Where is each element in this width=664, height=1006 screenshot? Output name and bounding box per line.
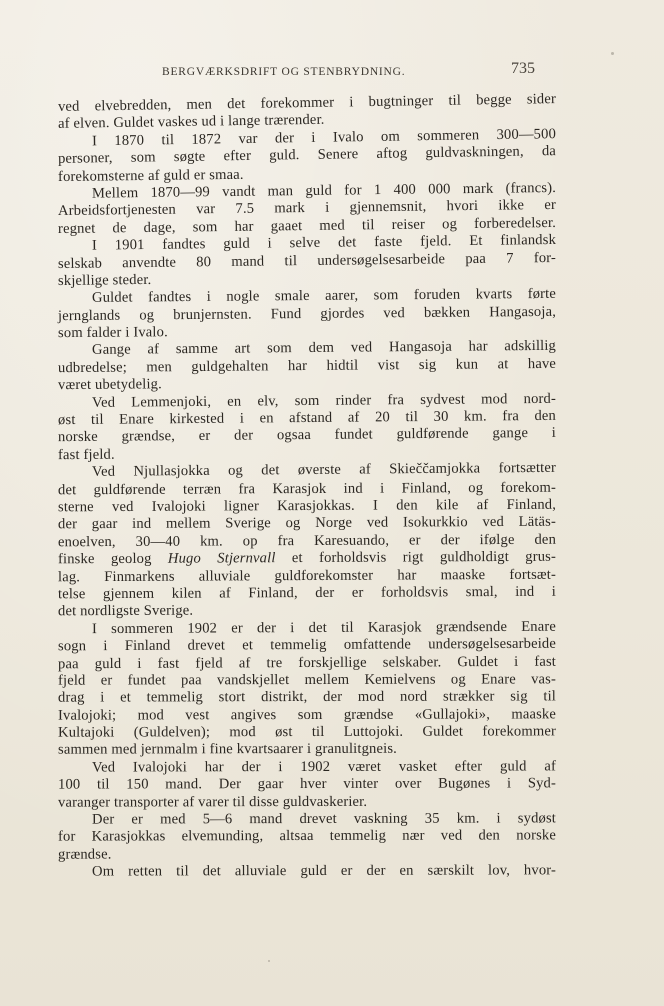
- paper-speck: [268, 960, 270, 962]
- text-line: været ubetydelig.: [57, 376, 162, 394]
- running-head: [0, 60, 664, 84]
- text-line: paa guld i fast fjeld af tre forskjellige selskaber. Guldet i fast: [57, 653, 557, 672]
- text-line: sogn i Finland drevet et temmelig omfattende undersøgelsesarbeide: [57, 635, 557, 655]
- text-line: det nordligste Sverige.: [57, 602, 194, 620]
- body-text: [57, 91, 557, 881]
- text-line: skjellige steder.: [57, 271, 152, 289]
- text-line: finske geolog Hugo Stjernvall et forholdsvis rigt guldholdigt grus-: [57, 548, 557, 568]
- text-line: ved elvebredden, men det forekommer i bugtninger til begge sider: [57, 91, 557, 115]
- text-line: fast fjeld.: [57, 446, 115, 463]
- text-line: som falder i Ivalo.: [57, 324, 168, 342]
- text-line: af elven. Guldet vaskes ud i lange trærender.: [57, 112, 325, 133]
- text-line: I 1901 fandtes guld i selve det faste fjeld. Et finlandsk: [91, 232, 557, 254]
- text-line: lag. Finmarkens alluviale guldforekomster har maaske fortsæt-: [57, 566, 557, 585]
- text-line: udbredelse; men guldgehalten har hidtil vist sig kun at have: [57, 355, 557, 377]
- text-line: I 1870 til 1872 var der i Ivalo om sommeren 300—500: [91, 125, 557, 150]
- text-line: Om retten til det alluviale guld er der en særskilt lov, hvor-: [91, 862, 557, 880]
- text-line: Ved Ivalojoki har der i 1902 været vasket efter guld af: [91, 758, 557, 776]
- text-line: selskab anvendte 80 mand til undersøgelsesarbeide paa 7 for-: [57, 249, 557, 272]
- text-line: 100 til 150 mand. Der gaar hver vinter over Bugønes i Syd-: [57, 775, 557, 793]
- geologist-name: Hugo Stjernvall: [167, 550, 276, 567]
- text-line: Kultajoki (Guldelven); mod øst til Luttojoki. Guldet forekommer: [57, 723, 557, 741]
- text-line: øst til Enare kirkested i en afstand af 20 til 30 km. fra den: [57, 407, 557, 429]
- text-line: Arbeidsfortjenesten var 7.5 mark i gjennemsnit, hvori ikke er: [57, 197, 557, 220]
- text-line: jernglands og brunjernsten. Fund gjordes ved bækken Hangasoja,: [57, 303, 557, 324]
- text-line: der gaar ind mellem Sverige og Norge ved Isokurkkio ved Lätäs-: [57, 514, 557, 533]
- text-line: telse gjennem kilen af Finland, der er forholdsvis smal, ind i: [57, 583, 557, 603]
- text-line: fjeld er fundet paa vandskjellet mellem Kemielvens og Enare vas-: [57, 671, 557, 689]
- text-line: I sommeren 1902 er der i det til Karasjok grændsende Enare: [91, 618, 557, 637]
- text-line: Guldet fandtes i nogle smale aarer, som foruden kvarts førte: [91, 286, 557, 307]
- text-line: Ved Lemmenjoki, en elv, som rinder fra sydvest mod nord-: [91, 390, 557, 411]
- text-line: forekomsterne af guld er smaa.: [57, 166, 244, 185]
- running-title: BERGVÆRKSDRIFT OG STENBRYDNING.: [162, 66, 406, 78]
- text-line: grændse.: [57, 846, 112, 863]
- text-line: for Karasjokkas elvemunding, altsaa temmelig nær ved den norske: [57, 827, 557, 846]
- text-line: Ved Njullasjokka og det øverste af Skieččamjokka fortsætter: [91, 460, 557, 481]
- page-number: 735: [511, 60, 535, 77]
- text-line: Der er med 5—6 mand drevet vaskning 35 km. i sydøst: [91, 810, 557, 828]
- text-line: personer, som søgte efter guld. Senere aftog guldvaskningen, da: [57, 143, 557, 168]
- text-line: det guldførende terræn fra Karasjok ind i Finland, og forekom-: [57, 479, 557, 498]
- text-line: enoelven, 30—40 km. op fra Karesuando, er der ifølge den: [57, 531, 557, 551]
- text-line: regnet de dage, som har gaaet med til reiser og forberedelser.: [57, 214, 557, 237]
- text-line: sammen med jernmalm i fine kvartsaarer i granulitgneis.: [57, 741, 397, 759]
- text-line: Gange af samme art som dem ved Hangasoja har adskillig: [91, 338, 557, 359]
- paper-speck: [611, 52, 614, 55]
- text-line: varanger transporter af varer til disse guldvaskerier.: [57, 793, 368, 811]
- text-line: sterne ved Ivalojoki ligner Karasjokkas. I den kile af Finland,: [57, 496, 557, 516]
- text-line: drag i et temmelig stort distrikt, der mod nord strækker sig til: [57, 688, 557, 706]
- text-line: Ivalojoki; mod vest angives som grændse «Gullajoki», maaske: [57, 706, 557, 724]
- text-line: Mellem 1870—99 vandt man guld for 1 400 000 mark (francs).: [91, 179, 557, 202]
- text-line: norske grændse, er der ogsaa fundet guldførende gange i: [57, 425, 557, 446]
